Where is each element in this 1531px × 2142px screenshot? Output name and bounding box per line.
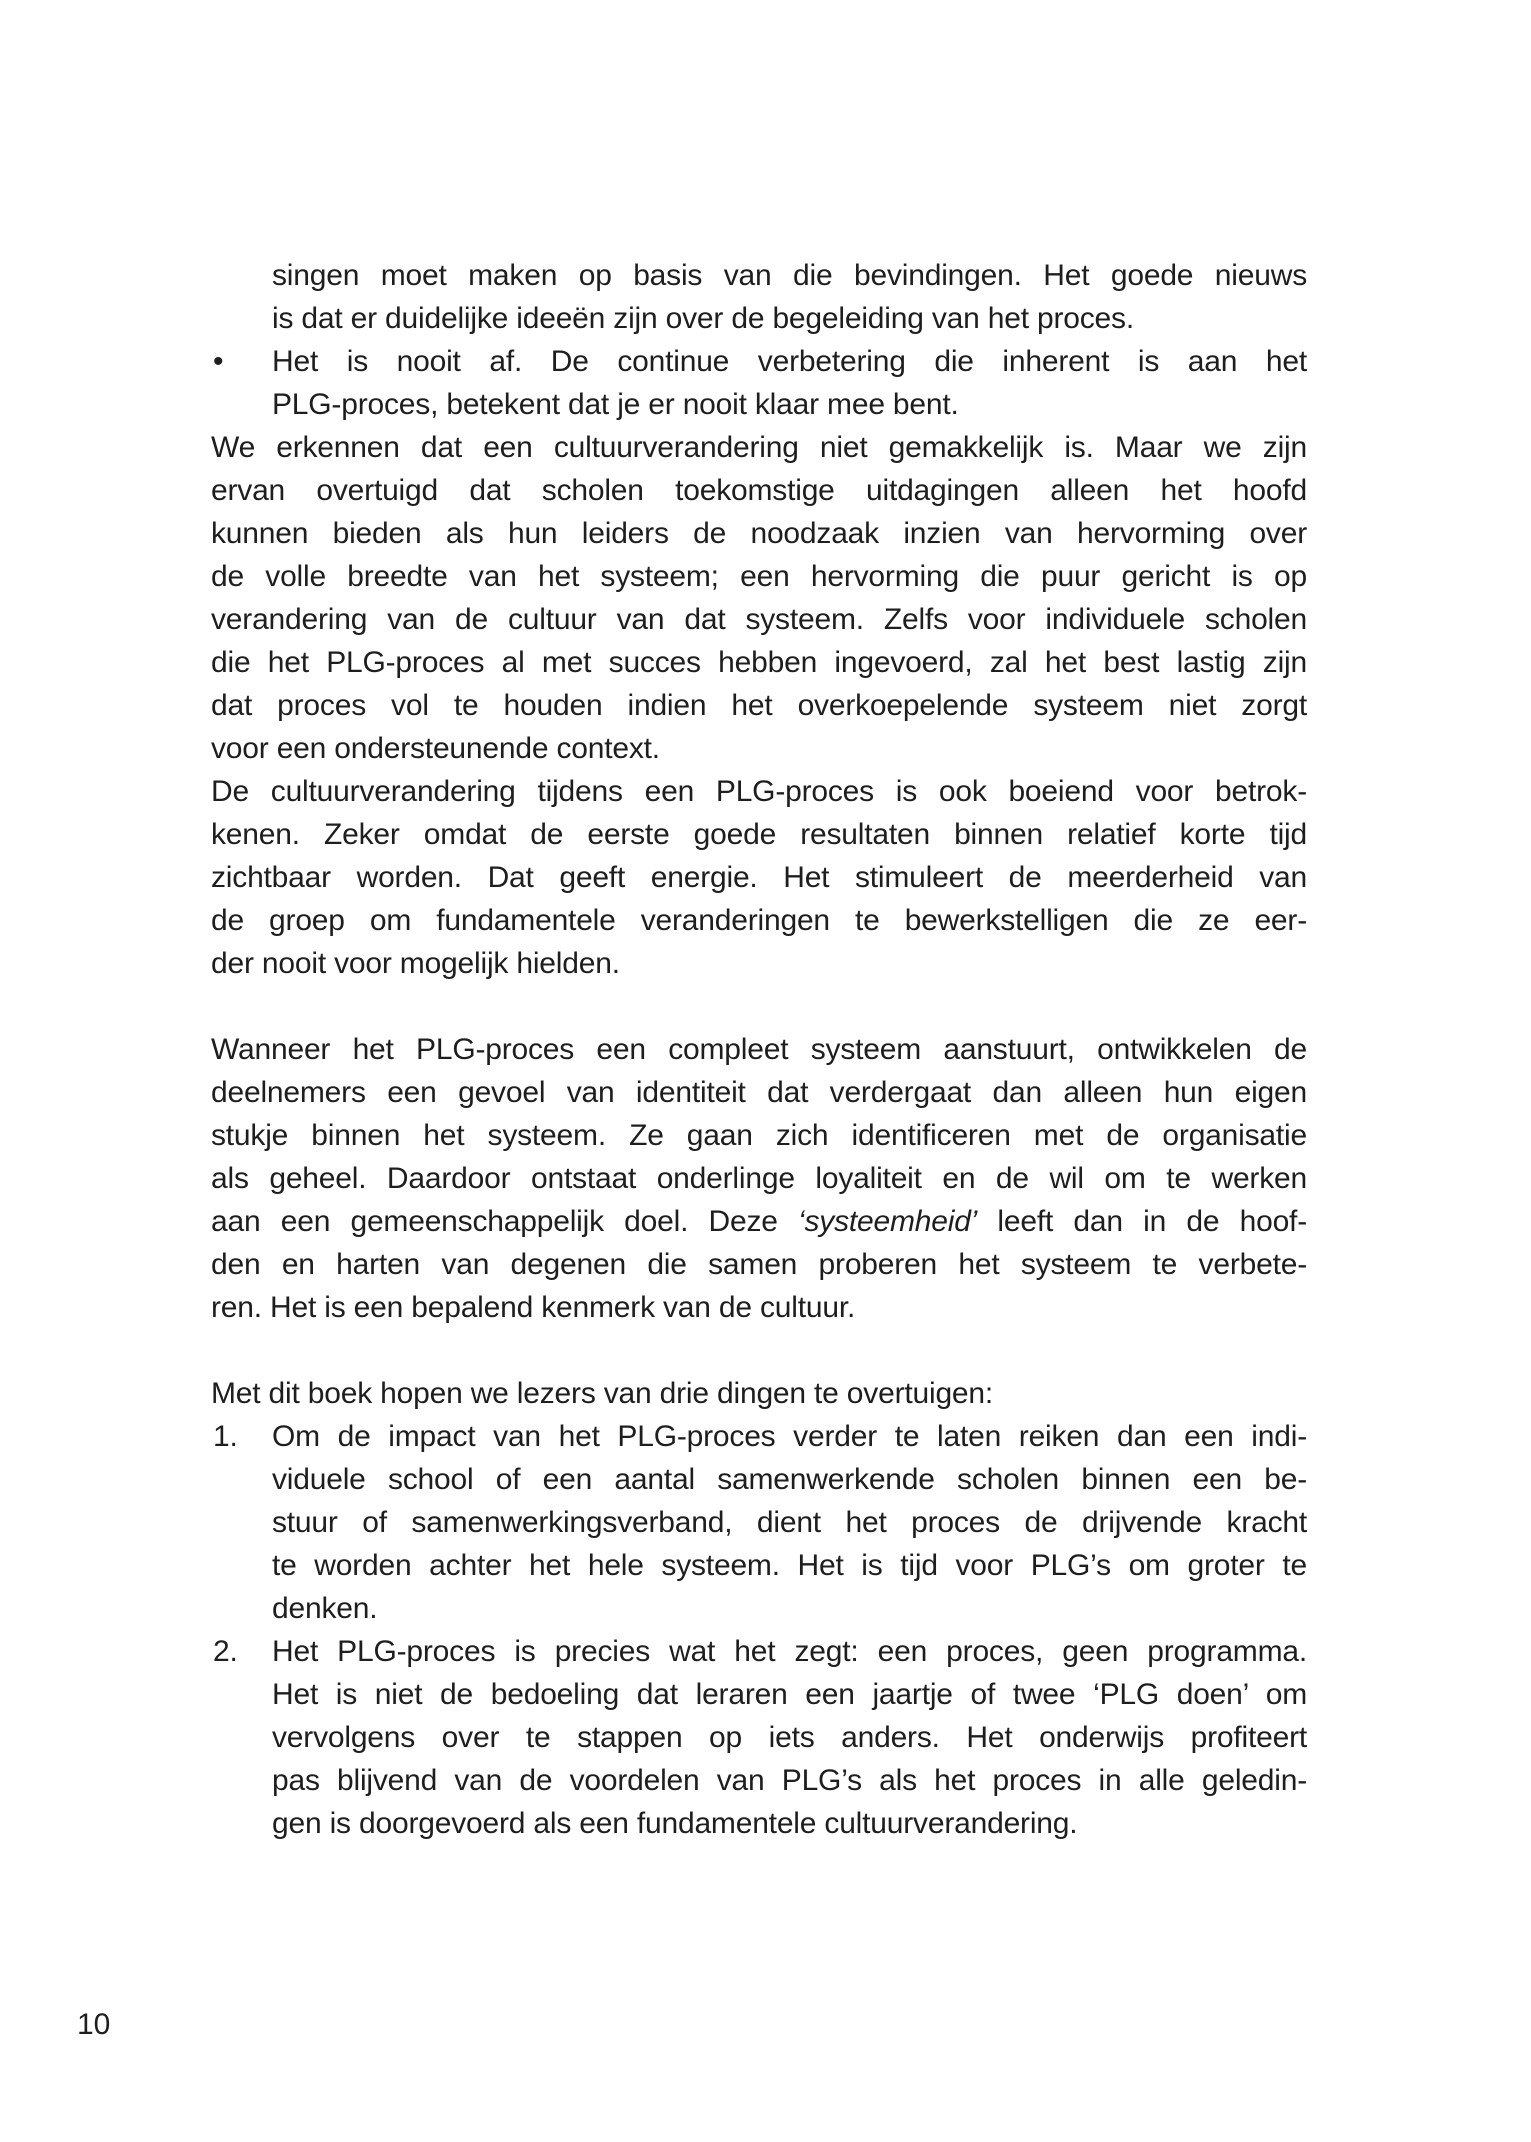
text-line: pas blijvend van de voordelen van PLG’s als het proces in alle geledin- — [272, 1764, 1307, 1797]
text-line: als geheel. Daardoor ontstaat onderlinge loyaliteit en de wil om te werken — [211, 1162, 1307, 1195]
bullet-continuation — [211, 254, 1307, 340]
text-line: Het is niet de bedoeling dat leraren een jaartje of twee ‘PLG doen’ om — [272, 1678, 1307, 1711]
text-line: verandering van de cultuur van dat systeem. Zelfs voor individuele scholen — [211, 603, 1307, 636]
text-line: stukje binnen het systeem. Ze gaan zich identificeren met de organisatie — [211, 1119, 1307, 1152]
text-line: den en harten van degenen die samen proberen het systeem te verbete- — [211, 1248, 1307, 1281]
text-line: ervan overtuigd dat scholen toekomstige uitdagingen alleen het hoofd — [211, 474, 1307, 507]
text-line: voor een ondersteunende context. — [211, 732, 660, 765]
text-line: de groep om fundamentele veranderingen te bewerkstelligen die ze eer- — [211, 904, 1307, 937]
text-line: Het is nooit af. De continue verbetering die inherent is aan het — [272, 345, 1307, 378]
list-number: 2. — [213, 1635, 238, 1668]
paragraph-gap — [211, 1329, 1307, 1372]
numbered-item — [211, 1415, 1307, 1630]
text-segment: aan een gemeenschappelijk doel. Deze — [211, 1205, 798, 1238]
text-line: is dat er duidelijke ideeën zijn over de begeleiding van het proces. — [272, 302, 1134, 335]
text-line: te worden achter het hele systeem. Het is tijd voor PLG’s om groter te — [272, 1549, 1307, 1582]
text-line: der nooit voor mogelijk hielden. — [211, 947, 620, 980]
text-line: Met dit boek hopen we lezers van drie dingen te overtuigen: — [211, 1377, 994, 1410]
bullet-marker: • — [213, 345, 224, 378]
text-line: kunnen bieden als hun leiders de noodzaak inzien van hervorming over — [211, 517, 1307, 550]
text-line: De cultuurverandering tijdens een PLG-proces is ook boeiend voor betrok- — [211, 775, 1307, 808]
text-line: kenen. Zeker omdat de eerste goede resultaten binnen relatief korte tijd — [211, 818, 1307, 851]
text-line: We erkennen dat een cultuurverandering niet gemakkelijk is. Maar we zijn — [211, 431, 1307, 464]
text-line: Om de impact van het PLG-proces verder te laten reiken dan een indi- — [272, 1420, 1307, 1453]
text-line: de volle breedte van het systeem; een hervorming die puur gericht is op — [211, 560, 1307, 593]
text-line: dat proces vol te houden indien het overkoepelende systeem niet zorgt — [211, 689, 1307, 722]
paragraph — [211, 1028, 1307, 1329]
text-line — [211, 1200, 1307, 1243]
text-line: vervolgens over te stappen op iets anders. Het onderwijs profiteert — [272, 1721, 1307, 1754]
paragraph-gap — [211, 985, 1307, 1028]
text-line: Wanneer het PLG-proces een compleet systeem aanstuurt, ontwikkelen de — [211, 1033, 1307, 1066]
page-text — [211, 254, 1307, 1845]
paragraph — [211, 426, 1307, 770]
text-line: denken. — [272, 1592, 378, 1625]
page-number: 10 — [77, 2008, 111, 2041]
text-line: deelnemers een gevoel van identiteit dat verdergaat dan alleen hun eigen — [211, 1076, 1307, 1109]
text-line: ren. Het is een bepalend kenmerk van de cultuur. — [211, 1291, 856, 1324]
text-line: stuur of samenwerkingsverband, dient het proces de drijvende kracht — [272, 1506, 1307, 1539]
bullet-item — [211, 340, 1307, 426]
text-line: zichtbaar worden. Dat geeft energie. Het stimuleert de meerderheid van — [211, 861, 1307, 894]
text-line: die het PLG-proces al met succes hebben ingevoerd, zal het best lastig zijn — [211, 646, 1307, 679]
text-line: Het PLG-proces is precies wat het zegt: een proces, geen programma. — [272, 1635, 1307, 1668]
text-line: gen is doorgevoerd als een fundamentele cultuurverandering. — [272, 1807, 1078, 1840]
italic-text: ‘systeemheid’ — [798, 1205, 978, 1238]
text-line: PLG-proces, betekent dat je er nooit klaar mee bent. — [272, 388, 959, 421]
text-segment: leeft dan in de hoof- — [977, 1205, 1307, 1238]
paragraph — [211, 1372, 1307, 1415]
numbered-item — [211, 1630, 1307, 1845]
text-line: viduele school of een aantal samenwerkende scholen binnen een be- — [272, 1463, 1307, 1496]
list-number: 1. — [213, 1420, 238, 1453]
text-line: singen moet maken op basis van die bevindingen. Het goede nieuws — [272, 259, 1307, 292]
paragraph — [211, 770, 1307, 985]
